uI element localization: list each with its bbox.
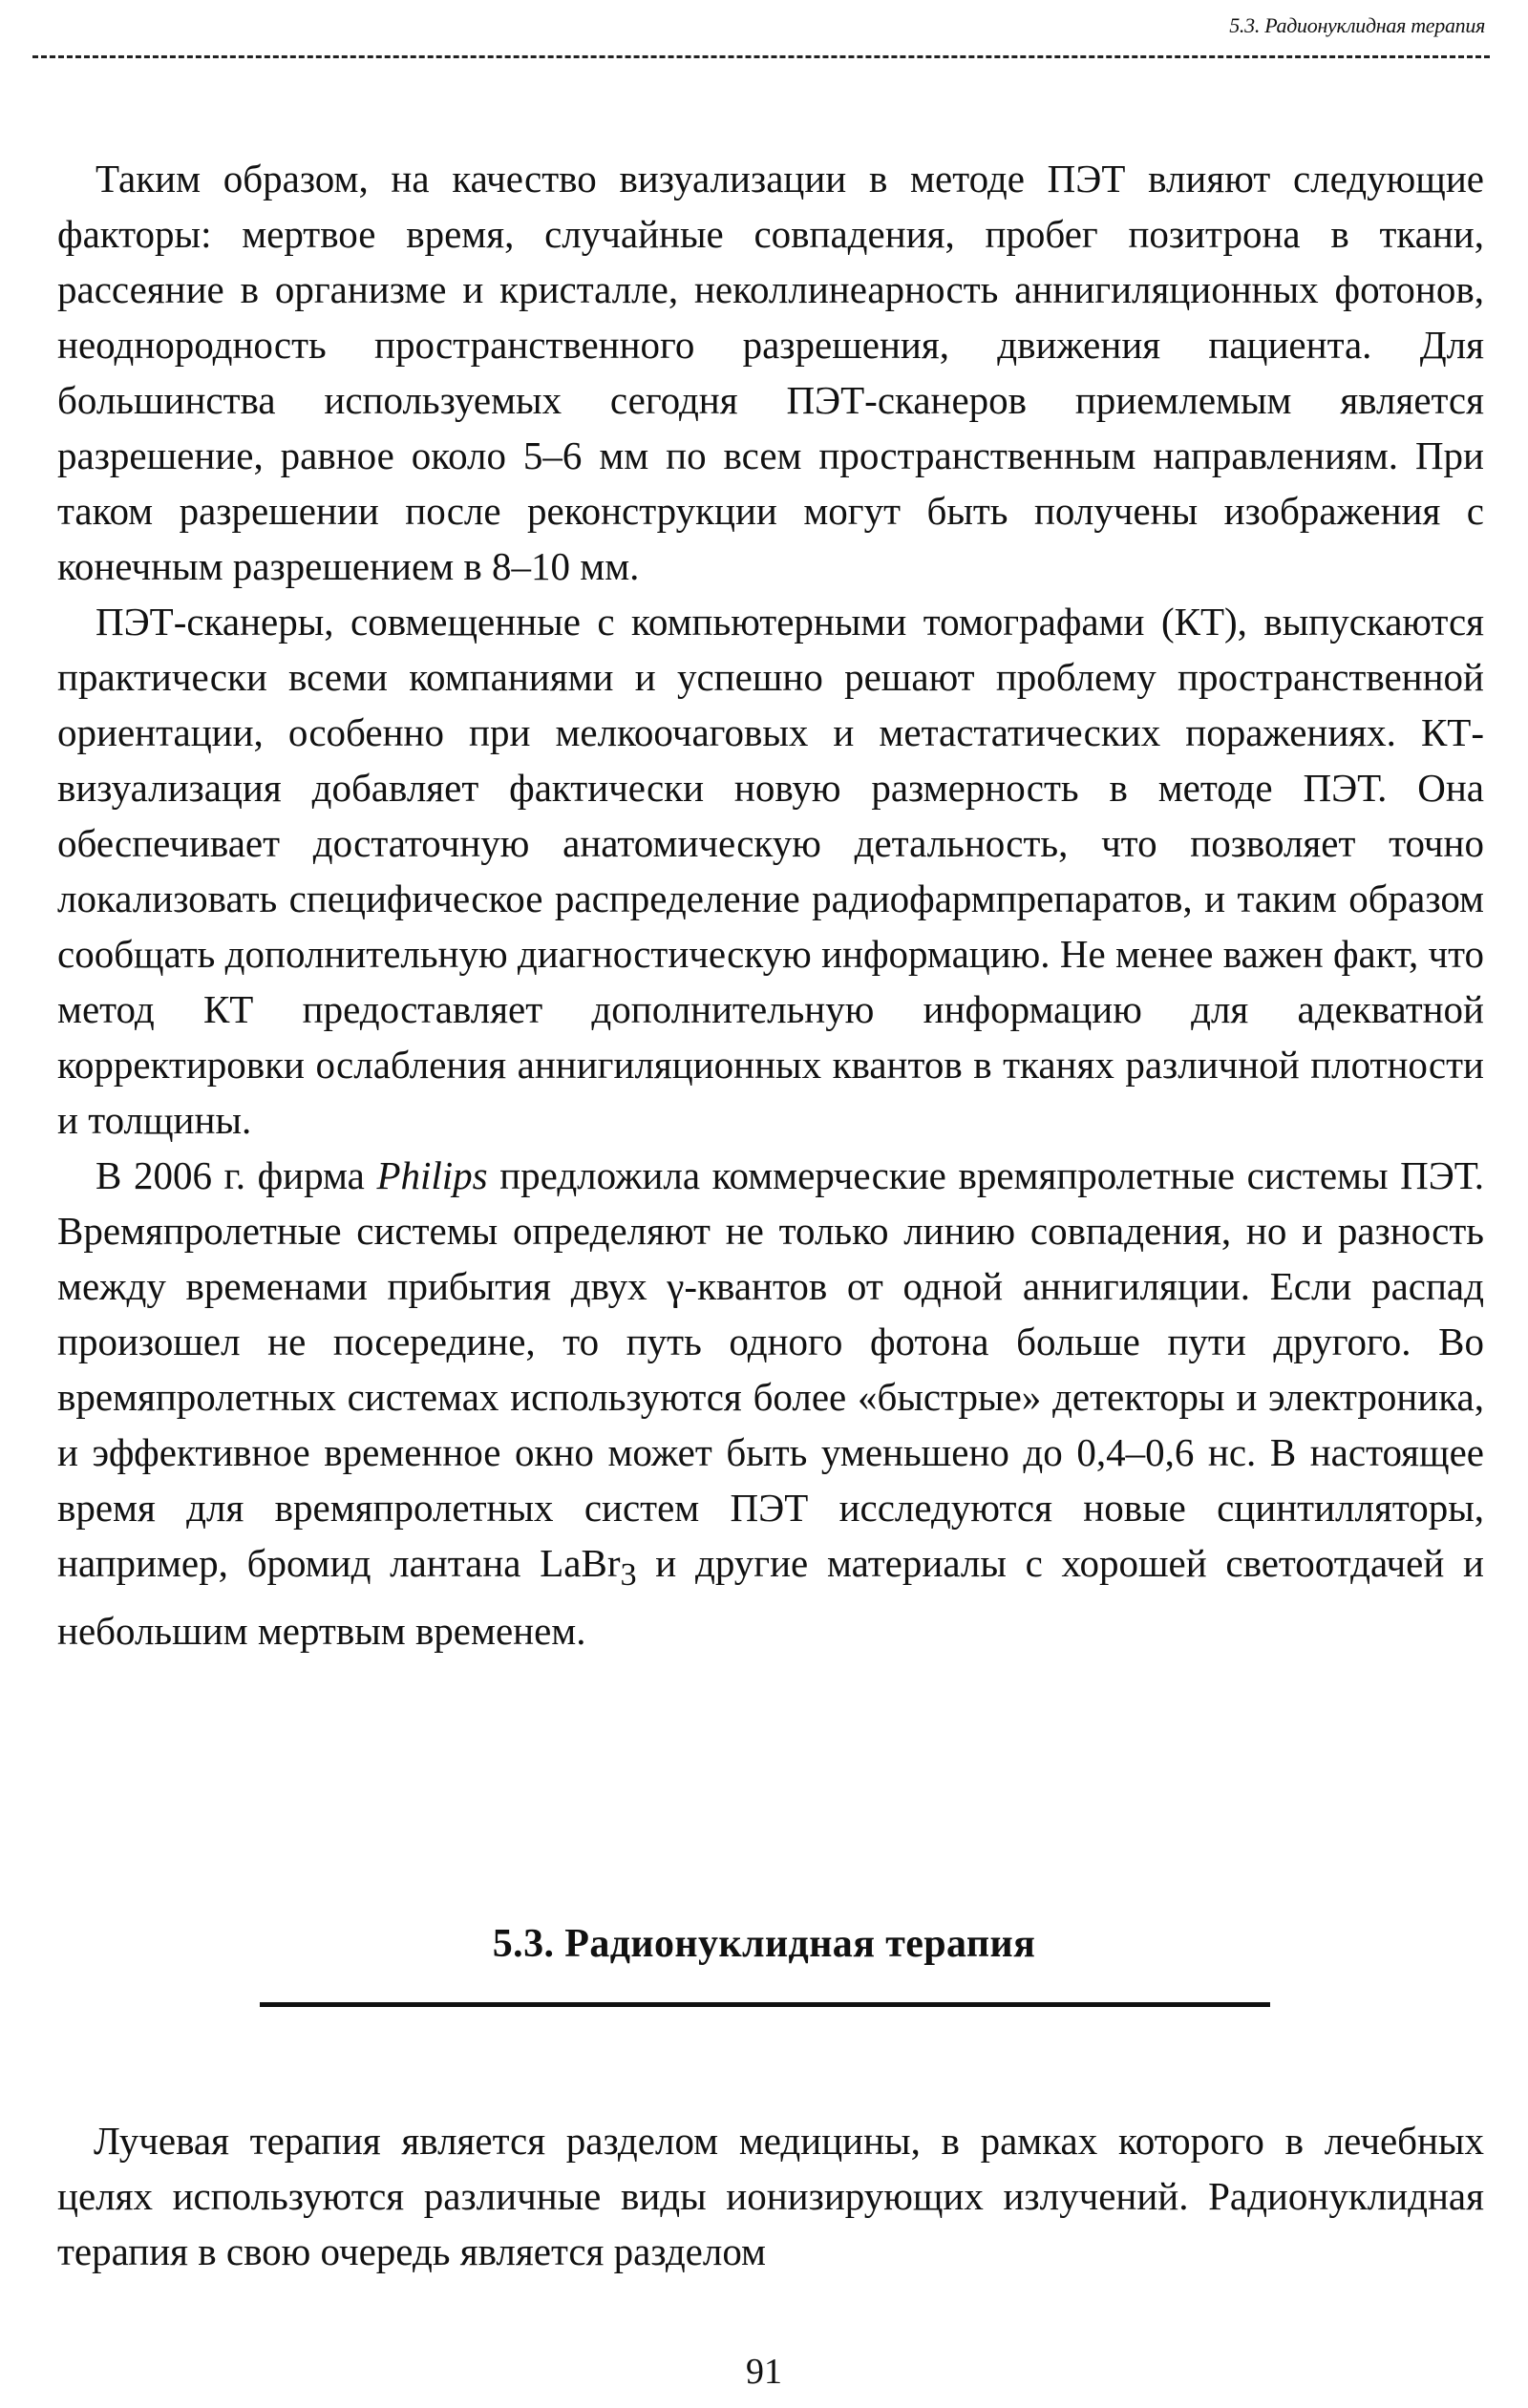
main-text (57, 151, 1484, 1658)
paragraph-radiotherapy: Лучевая терапия является разделом медицины, в рамках которого в лечебных целях используются различные виды ионизирующих излучений. Радионуклидная терапия в свою очередь является разделом (57, 2119, 1484, 2273)
subscript-index: 3 (620, 1557, 637, 1594)
section-heading: 5.3. Радионуклидная терапия (492, 1922, 1036, 1966)
text-fragment: В 2006 г. фирма (96, 1153, 377, 1197)
paragraph-pet-ct: ПЭТ-сканеры, совмещенные с компьютерными томографами (КТ), выпускаются практически всеми компаниями и успешно решают проблему пространственной ориентации, особенно при мелкоочаговых и метастатических поражениях. КТ-визуализация добавляет фактически новую размерность в методе ПЭТ. Она обеспечивает достаточную анатомическую детальность, что позволяет точно локализовать специфическое распределение радиофармпрепаратов, и таким образом сообщать дополнительную диагностическую информацию. Не менее важен факт, что метод КТ предоставляет дополнительную информацию для адекватной корректировки ослабления аннигиляционных квантов в тканях различной плотности и толщины. (57, 600, 1484, 1142)
page-number: 91 (746, 2352, 782, 2392)
paragraph-pet-image-quality: Таким образом, на качество визуализации в методе ПЭТ влияют следующие факторы: мертвое время, случайные совпадения, пробег позитрона в ткани, рассеяние в организме и кристалле, неколлинеарность аннигиляционных фотонов, неоднородность пространственного разрешения, движения пациента. Для большинства используемых сегодня ПЭТ-сканеров приемлемым является разрешение, равное около 5–6 мм по всем пространственным направлениям. При таком разрешении после реконструкции могут быть получены изображения с конечным разрешением в 8–10 мм. (57, 157, 1484, 588)
text-fragment: предложила коммерческие времяпролетные системы ПЭТ. Времяпролетные системы определяют не только линию совпадения, но и разность между временами прибытия двух γ-квантов от одной аннигиляции. Если распад произошел не посередине, то путь одного фотона больше пути другого. Во времяпролетных системах используются более «быстрые» детекторы и электроника, и эффективное временное окно может быть уменьшено до 0,4–0,6 нс. В настоящее время для времяпролетных систем ПЭТ исследуются новые сцинтилляторы, например, бромид лантана LaBr (57, 1153, 1484, 1585)
paragraph-time-of-flight (57, 1148, 1484, 1658)
section-heading-underline (260, 2002, 1270, 2007)
running-header: 5.3. Радионуклидная терапия (1229, 13, 1485, 37)
section-text (57, 2113, 1484, 2279)
company-name: Philips (376, 1153, 488, 1197)
header-divider (32, 55, 1490, 58)
text-fragment: и другие материалы с хорошей светоотдачей и небольшим мертвым временем. (57, 1541, 1484, 1654)
